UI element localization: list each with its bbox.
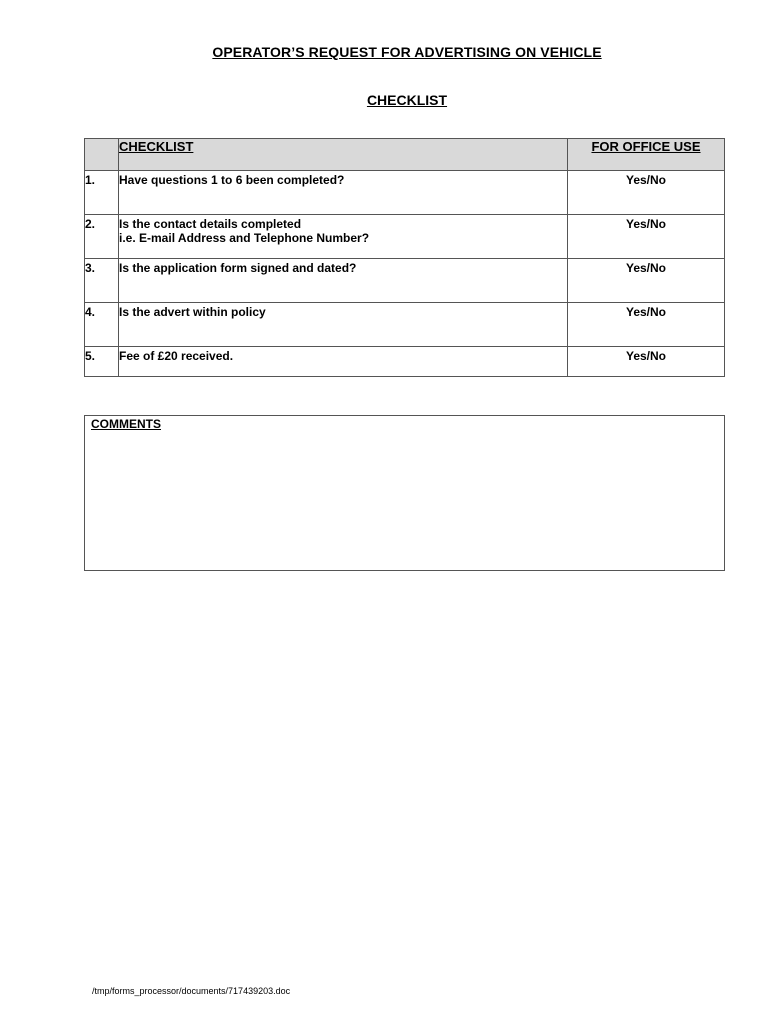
row-question-line-2: i.e. E-mail Address and Telephone Number? [119,231,370,245]
row-number: 5. [85,347,119,377]
checklist-table [84,138,725,377]
table-row [85,347,725,377]
row-number: 4. [85,303,119,347]
comments-label: COMMENTS [91,417,161,431]
row-question [119,347,568,377]
row-question [119,215,568,259]
row-question-line: Have questions 1 to 6 been completed? [119,173,345,187]
table-row [85,171,725,215]
row-office-use[interactable]: Yes/No [568,171,725,215]
table-row [85,303,725,347]
document-subtitle: CHECKLIST [366,92,448,108]
document-title: OPERATOR’S REQUEST FOR ADVERTISING ON VEHICLE [212,44,602,60]
row-question-line: Is the application form signed and dated? [119,261,357,275]
row-office-use[interactable]: Yes/No [568,259,725,303]
header-checklist-cell: CHECKLIST [119,139,568,171]
row-number: 3. [85,259,119,303]
row-office-use[interactable]: Yes/No [568,215,725,259]
comments-box[interactable] [84,415,725,571]
row-number: 2. [85,215,119,259]
footer-file-path: /tmp/forms_processor/documents/717439203.doc [92,986,291,996]
row-office-use[interactable]: Yes/No [568,347,725,377]
row-question-line: Fee of £20 received. [119,349,234,363]
table-row [85,215,725,259]
table-row [85,259,725,303]
table-header-row [85,139,725,171]
row-question-line: Is the advert within policy [119,305,266,319]
row-question [119,303,568,347]
row-office-use[interactable]: Yes/No [568,303,725,347]
row-question [119,171,568,215]
row-question-line: Is the contact details completed [119,217,302,231]
header-office-use-cell: FOR OFFICE USE [568,139,725,171]
row-number: 1. [85,171,119,215]
row-question [119,259,568,303]
header-number-cell [85,139,119,171]
